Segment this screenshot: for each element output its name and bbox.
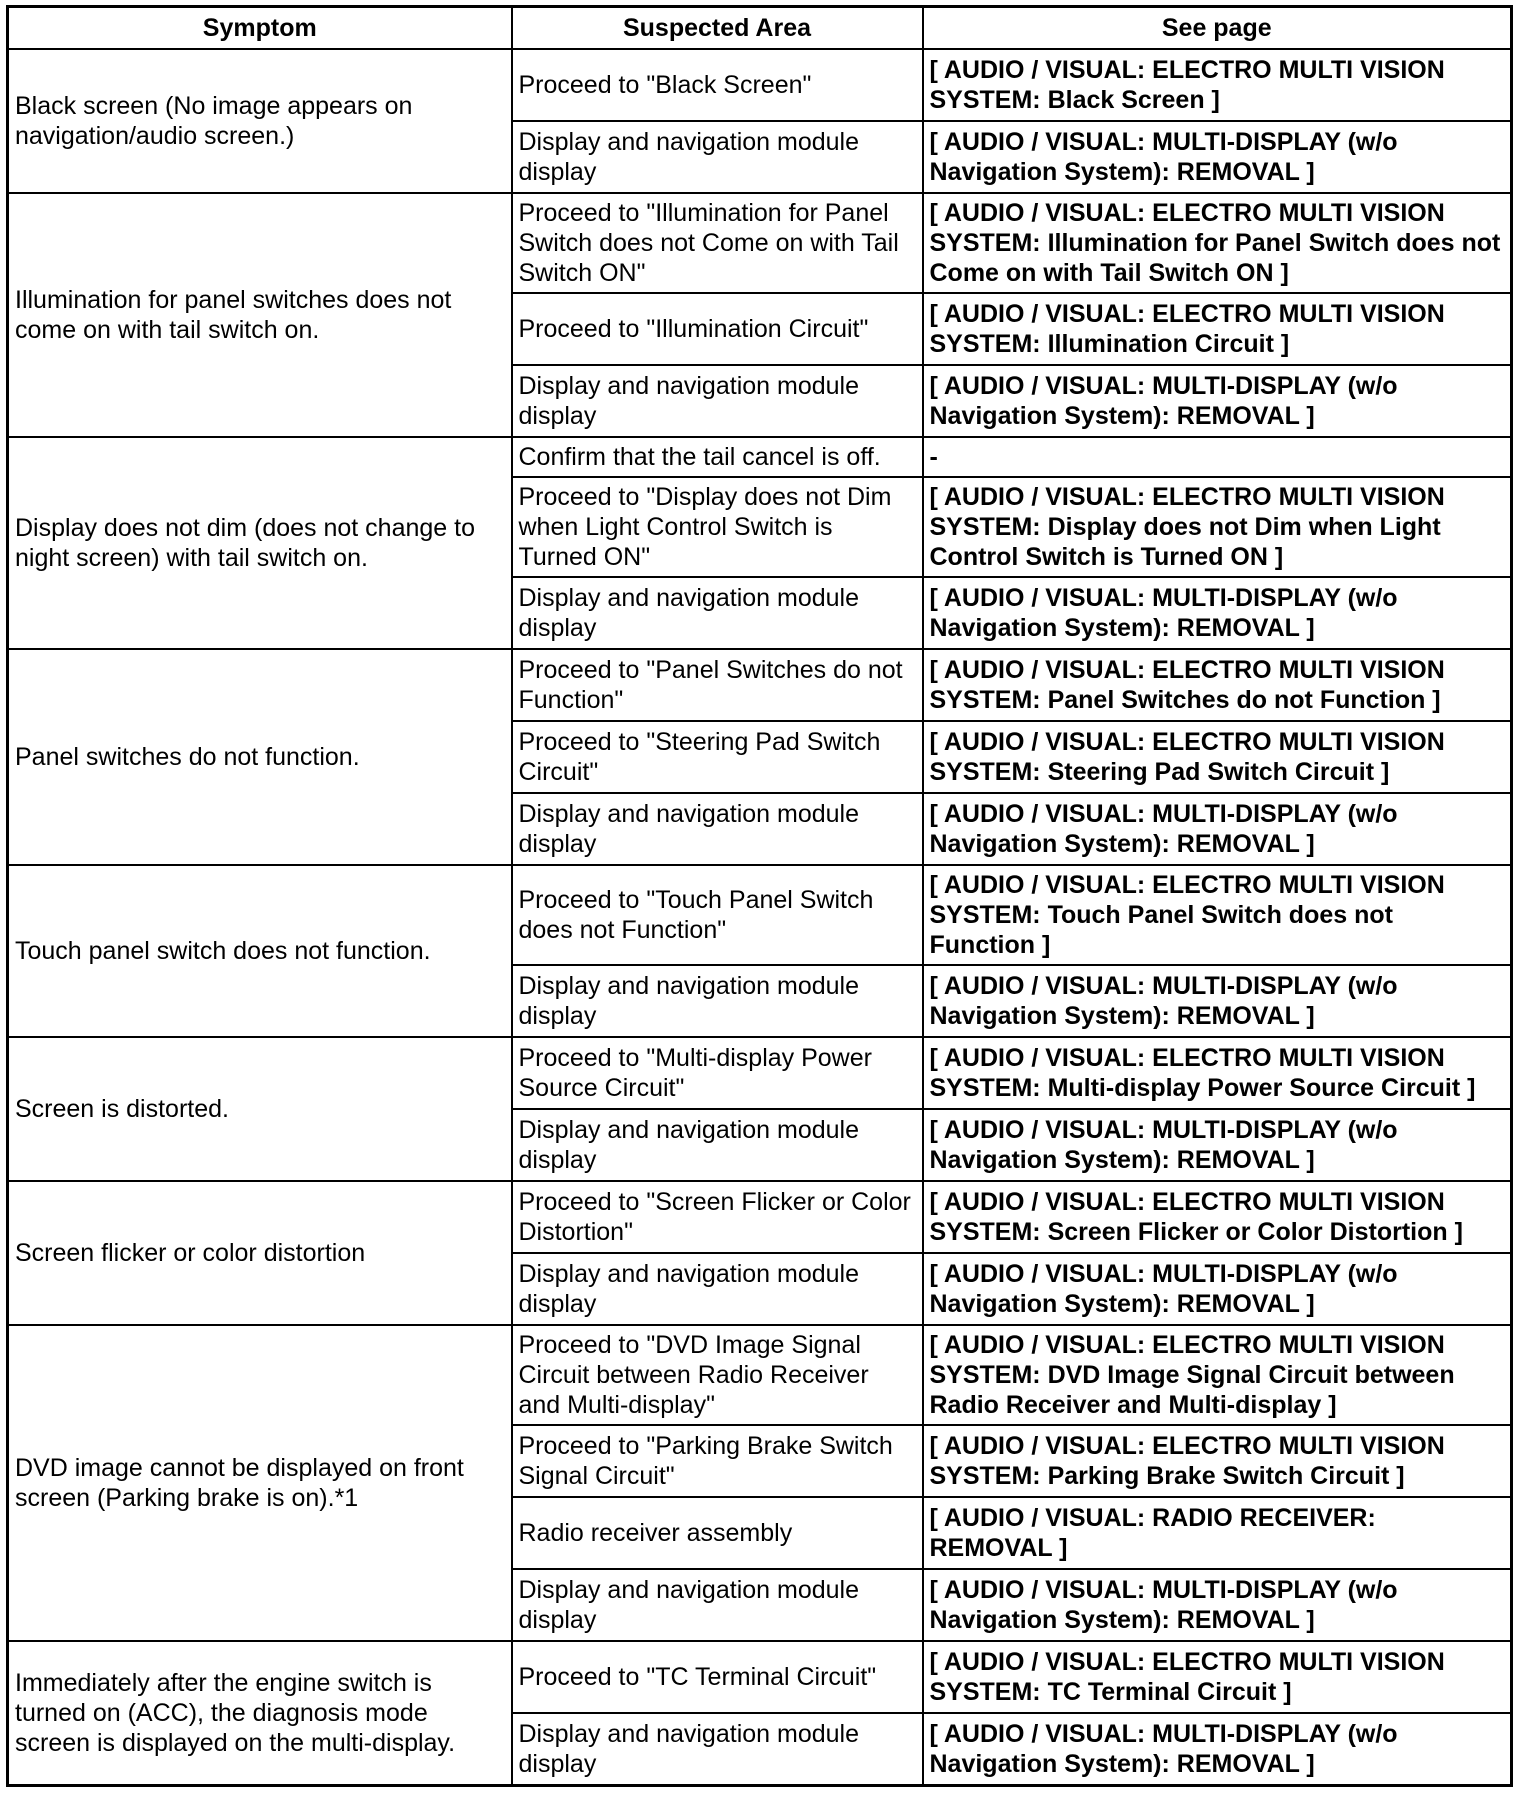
suspected-area-cell: Proceed to "Display does not Dim when Light Control Switch is Turned ON" xyxy=(512,477,923,577)
see-page-reference-cell: [ AUDIO / VISUAL: ELECTRO MULTI VISION SYSTEM: DVD Image Signal Circuit between Radio Receiver and Multi-display ] xyxy=(923,1325,1512,1425)
suspected-area-cell: Display and navigation module display xyxy=(512,965,923,1037)
symptom-cell: Screen flicker or color distortion xyxy=(8,1181,512,1325)
symptom-cell: Display does not dim (does not change to night screen) with tail switch on. xyxy=(8,437,512,649)
document-page xyxy=(6,5,1513,1787)
table-row xyxy=(8,49,1512,121)
see-page-reference-cell: [ AUDIO / VISUAL: MULTI-DISPLAY (w/o Navigation System): REMOVAL ] xyxy=(923,965,1512,1037)
see-page-reference-cell: [ AUDIO / VISUAL: ELECTRO MULTI VISION SYSTEM: Parking Brake Switch Circuit ] xyxy=(923,1425,1512,1497)
table-row xyxy=(8,865,1512,965)
suspected-area-column-header: Suspected Area xyxy=(512,7,923,50)
see-page-reference-cell: [ AUDIO / VISUAL: MULTI-DISPLAY (w/o Navigation System): REMOVAL ] xyxy=(923,577,1512,649)
symptom-cell: Black screen (No image appears on navigation/audio screen.) xyxy=(8,49,512,193)
table-row xyxy=(8,437,1512,477)
see-page-reference-cell: [ AUDIO / VISUAL: MULTI-DISPLAY (w/o Navigation System): REMOVAL ] xyxy=(923,365,1512,437)
suspected-area-cell: Proceed to "TC Terminal Circuit" xyxy=(512,1641,923,1713)
suspected-area-cell: Display and navigation module display xyxy=(512,121,923,193)
suspected-area-cell: Proceed to "Parking Brake Switch Signal Circuit" xyxy=(512,1425,923,1497)
suspected-area-cell: Proceed to "Screen Flicker or Color Distortion" xyxy=(512,1181,923,1253)
see-page-reference-cell: [ AUDIO / VISUAL: MULTI-DISPLAY (w/o Navigation System): REMOVAL ] xyxy=(923,793,1512,865)
table-row xyxy=(8,1325,1512,1425)
table-row xyxy=(8,193,1512,293)
table-body xyxy=(8,49,1512,1785)
see-page-reference-cell: [ AUDIO / VISUAL: MULTI-DISPLAY (w/o Navigation System): REMOVAL ] xyxy=(923,1253,1512,1325)
table-row xyxy=(8,1181,1512,1253)
see-page-reference-cell: - xyxy=(923,437,1512,477)
see-page-reference-cell: [ AUDIO / VISUAL: MULTI-DISPLAY (w/o Navigation System): REMOVAL ] xyxy=(923,1713,1512,1785)
symptom-cell: Panel switches do not function. xyxy=(8,649,512,865)
suspected-area-cell: Proceed to "Touch Panel Switch does not Function" xyxy=(512,865,923,965)
symptom-cell: Immediately after the engine switch is turned on (ACC), the diagnosis mode screen is displayed on the multi-display. xyxy=(8,1641,512,1785)
suspected-area-cell: Display and navigation module display xyxy=(512,1713,923,1785)
table-row xyxy=(8,1037,1512,1109)
suspected-area-cell: Proceed to "Panel Switches do not Function" xyxy=(512,649,923,721)
symptom-column-header: Symptom xyxy=(8,7,512,50)
symptom-cell: Screen is distorted. xyxy=(8,1037,512,1181)
suspected-area-cell: Proceed to "Illumination for Panel Switch does not Come on with Tail Switch ON" xyxy=(512,193,923,293)
see-page-reference-cell: [ AUDIO / VISUAL: RADIO RECEIVER: REMOVAL ] xyxy=(923,1497,1512,1569)
problem-symptoms-table xyxy=(6,5,1513,1787)
see-page-reference-cell: [ AUDIO / VISUAL: MULTI-DISPLAY (w/o Navigation System): REMOVAL ] xyxy=(923,1569,1512,1641)
see-page-reference-cell: [ AUDIO / VISUAL: ELECTRO MULTI VISION SYSTEM: TC Terminal Circuit ] xyxy=(923,1641,1512,1713)
suspected-area-cell: Radio receiver assembly xyxy=(512,1497,923,1569)
see-page-reference-cell: [ AUDIO / VISUAL: ELECTRO MULTI VISION SYSTEM: Display does not Dim when Light Control Switch is Turned ON ] xyxy=(923,477,1512,577)
table-row xyxy=(8,649,1512,721)
see-page-reference-cell: [ AUDIO / VISUAL: ELECTRO MULTI VISION SYSTEM: Panel Switches do not Function ] xyxy=(923,649,1512,721)
suspected-area-cell: Display and navigation module display xyxy=(512,1109,923,1181)
header-row xyxy=(8,7,1512,50)
suspected-area-cell: Display and navigation module display xyxy=(512,365,923,437)
suspected-area-cell: Display and navigation module display xyxy=(512,577,923,649)
suspected-area-cell: Display and navigation module display xyxy=(512,1253,923,1325)
suspected-area-cell: Proceed to "Illumination Circuit" xyxy=(512,293,923,365)
see-page-reference-cell: [ AUDIO / VISUAL: ELECTRO MULTI VISION SYSTEM: Illumination for Panel Switch does not Come on with Tail Switch ON ] xyxy=(923,193,1512,293)
suspected-area-cell: Proceed to "DVD Image Signal Circuit between Radio Receiver and Multi-display" xyxy=(512,1325,923,1425)
see-page-reference-cell: [ AUDIO / VISUAL: ELECTRO MULTI VISION SYSTEM: Multi-display Power Source Circuit ] xyxy=(923,1037,1512,1109)
suspected-area-cell: Display and navigation module display xyxy=(512,793,923,865)
see-page-reference-cell: [ AUDIO / VISUAL: MULTI-DISPLAY (w/o Navigation System): REMOVAL ] xyxy=(923,1109,1512,1181)
see-page-column-header: See page xyxy=(923,7,1512,50)
see-page-reference-cell: [ AUDIO / VISUAL: ELECTRO MULTI VISION SYSTEM: Illumination Circuit ] xyxy=(923,293,1512,365)
suspected-area-cell: Confirm that the tail cancel is off. xyxy=(512,437,923,477)
see-page-reference-cell: [ AUDIO / VISUAL: ELECTRO MULTI VISION SYSTEM: Screen Flicker or Color Distortion ] xyxy=(923,1181,1512,1253)
see-page-reference-cell: [ AUDIO / VISUAL: ELECTRO MULTI VISION SYSTEM: Black Screen ] xyxy=(923,49,1512,121)
see-page-reference-cell: [ AUDIO / VISUAL: ELECTRO MULTI VISION SYSTEM: Touch Panel Switch does not Function ] xyxy=(923,865,1512,965)
suspected-area-cell: Proceed to "Steering Pad Switch Circuit" xyxy=(512,721,923,793)
symptom-cell: DVD image cannot be displayed on front screen (Parking brake is on).*1 xyxy=(8,1325,512,1641)
symptom-cell: Illumination for panel switches does not come on with tail switch on. xyxy=(8,193,512,437)
table-row xyxy=(8,1641,1512,1713)
suspected-area-cell: Display and navigation module display xyxy=(512,1569,923,1641)
see-page-reference-cell: [ AUDIO / VISUAL: MULTI-DISPLAY (w/o Navigation System): REMOVAL ] xyxy=(923,121,1512,193)
suspected-area-cell: Proceed to "Multi-display Power Source Circuit" xyxy=(512,1037,923,1109)
suspected-area-cell: Proceed to "Black Screen" xyxy=(512,49,923,121)
see-page-reference-cell: [ AUDIO / VISUAL: ELECTRO MULTI VISION SYSTEM: Steering Pad Switch Circuit ] xyxy=(923,721,1512,793)
symptom-cell: Touch panel switch does not function. xyxy=(8,865,512,1037)
